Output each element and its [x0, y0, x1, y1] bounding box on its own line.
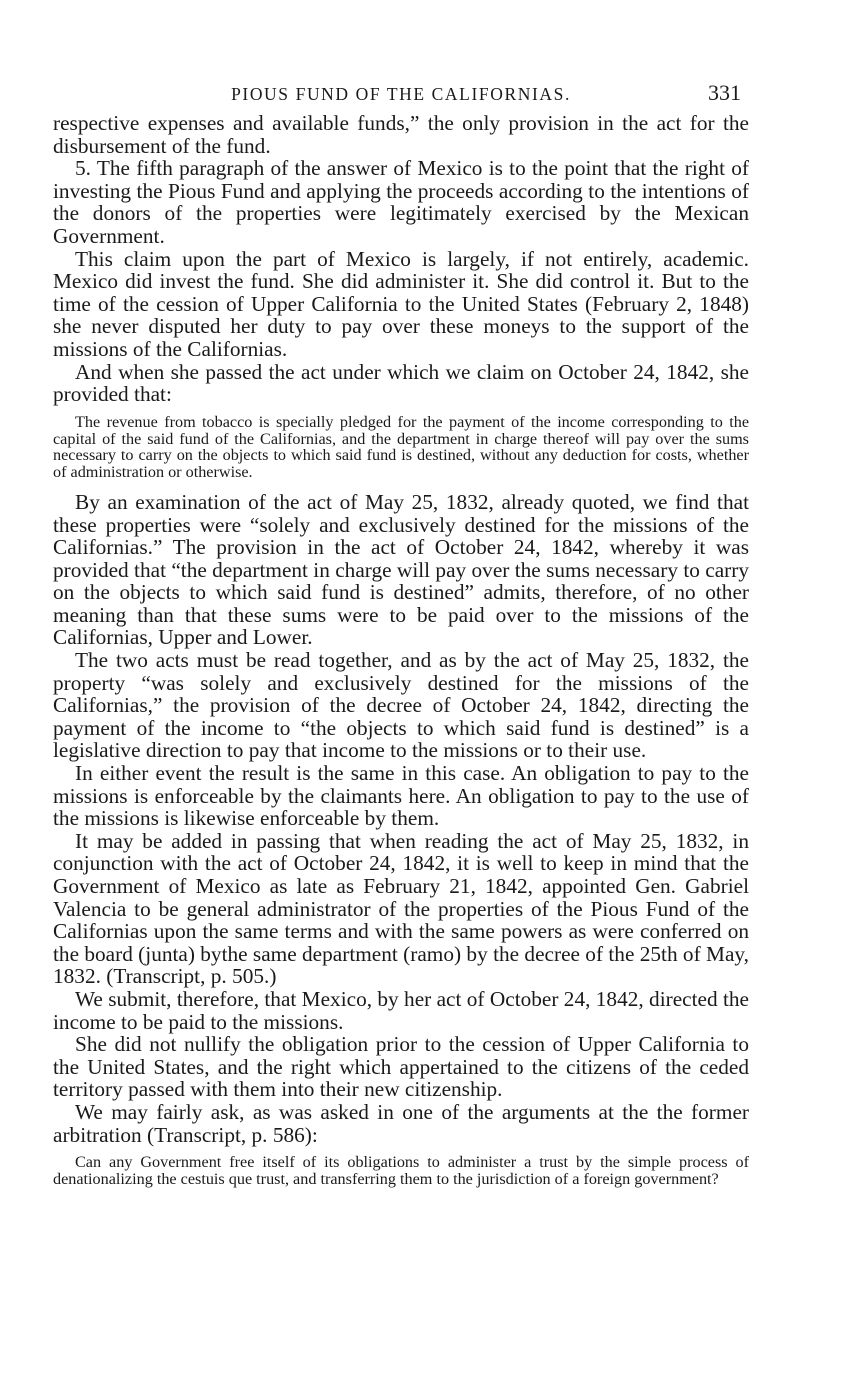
page-number: 331: [708, 80, 741, 105]
body-text: [53, 112, 749, 1188]
paragraph-we-submit: We submit, therefore, that Mexico, by her act of October 24, 1842, directed the income to be paid to the missions.: [53, 986, 749, 1034]
paragraph-continued: respective expenses and available funds,” the only provision in the act for the disbursement of the fund.: [53, 111, 749, 158]
page-header: [53, 78, 749, 112]
paragraph-academic-claim: This claim upon the part of Mexico is largely, if not entirely, academic. Mexico did invest the fund. She did administer it. She did control it. But to the time of the cession of Upper California to the United States (February 2, 1848) she never disputed her duty to pay over these moneys to the support of the missions of the Californias.: [53, 246, 749, 361]
running-head: PIOUS FUND OF THE CALIFORNIAS.: [231, 84, 571, 104]
paragraph-act-1842-intro: And when she passed the act under which we claim on October 24, 1842, she provided that:: [53, 359, 749, 407]
paragraph-examination-act-1832: By an examination of the act of May 25, 1832, already quoted, we find that these properties were “solely and exclusively destined for the missions of the Californias.” The provision in the act of October 24, 1842, whereby it was provided that “the department in charge will pay over the sums necessary to carry on the objects to which said fund is destined” admits, therefore, of no other meaning than that these sums were to be paid over to the missions of the Californias, Upper and Lower.: [53, 489, 749, 650]
paragraph-did-not-nullify: She did not nullify the obligation prior to the cession of Upper California to the United States, and the right which appertained to the citizens of the ceded territory passed with them into their new citizenship.: [53, 1032, 749, 1102]
paragraph-two-acts: The two acts must be read together, and as by the act of May 25, 1832, the property “was solely and exclusively destined for the missions of the Californias,” the provision of the decree of October 24, 1842, directing the payment of the income to “the objects to which said fund is destined” is a legislative direction to pay that income to the missions or to their use.: [53, 648, 749, 763]
block-quote-tobacco-revenue: The revenue from tobacco is specially pledged for the payment of the income corresponding to the capital of the said fund of the Californias, and the department in charge thereof will pay over the sums necessary to carry on the objects to which said fund is destined, without any deduction for costs, whether of administration or otherwise.: [53, 412, 749, 482]
document-page: [53, 78, 749, 1188]
paragraph-added-in-passing: It may be added in passing that when reading the act of May 25, 1832, in conjunction with the act of October 24, 1842, it is well to keep in mind that the Government of Mexico as late as February 21, 1842, appointed Gen. Gabriel Valencia to be general administrator of the properties of the Pious Fund of the Californias upon the same terms and with the same powers as were conferred on the board (junta) bythe same department (ramo) by the decree of the 25th of May, 1832. (Transcript, p. 505.): [53, 828, 749, 989]
paragraph-fifth-point: 5. The fifth paragraph of the answer of Mexico is to the point that the right of investing the Pious Fund and applying the proceeds according to the intentions of the donors of the properties were legitimately exercised by the Mexican Government.: [53, 156, 749, 248]
paragraph-fairly-ask: We may fairly ask, as was asked in one of the arguments at the the former arbitration (Transcript, p. 586):: [53, 1099, 749, 1147]
paragraph-either-event: In either event the result is the same in this case. An obligation to pay to the missions is enforceable by the claimants here. An obligation to pay to the use of the missions is likewise enforceable by them.: [53, 761, 749, 831]
block-quote-denationalizing: Can any Government free itself of its obligations to administer a trust by the simple process of denationalizing the cestuis que trust, and transferring them to the jurisdiction of a foreign government?: [53, 1153, 749, 1188]
